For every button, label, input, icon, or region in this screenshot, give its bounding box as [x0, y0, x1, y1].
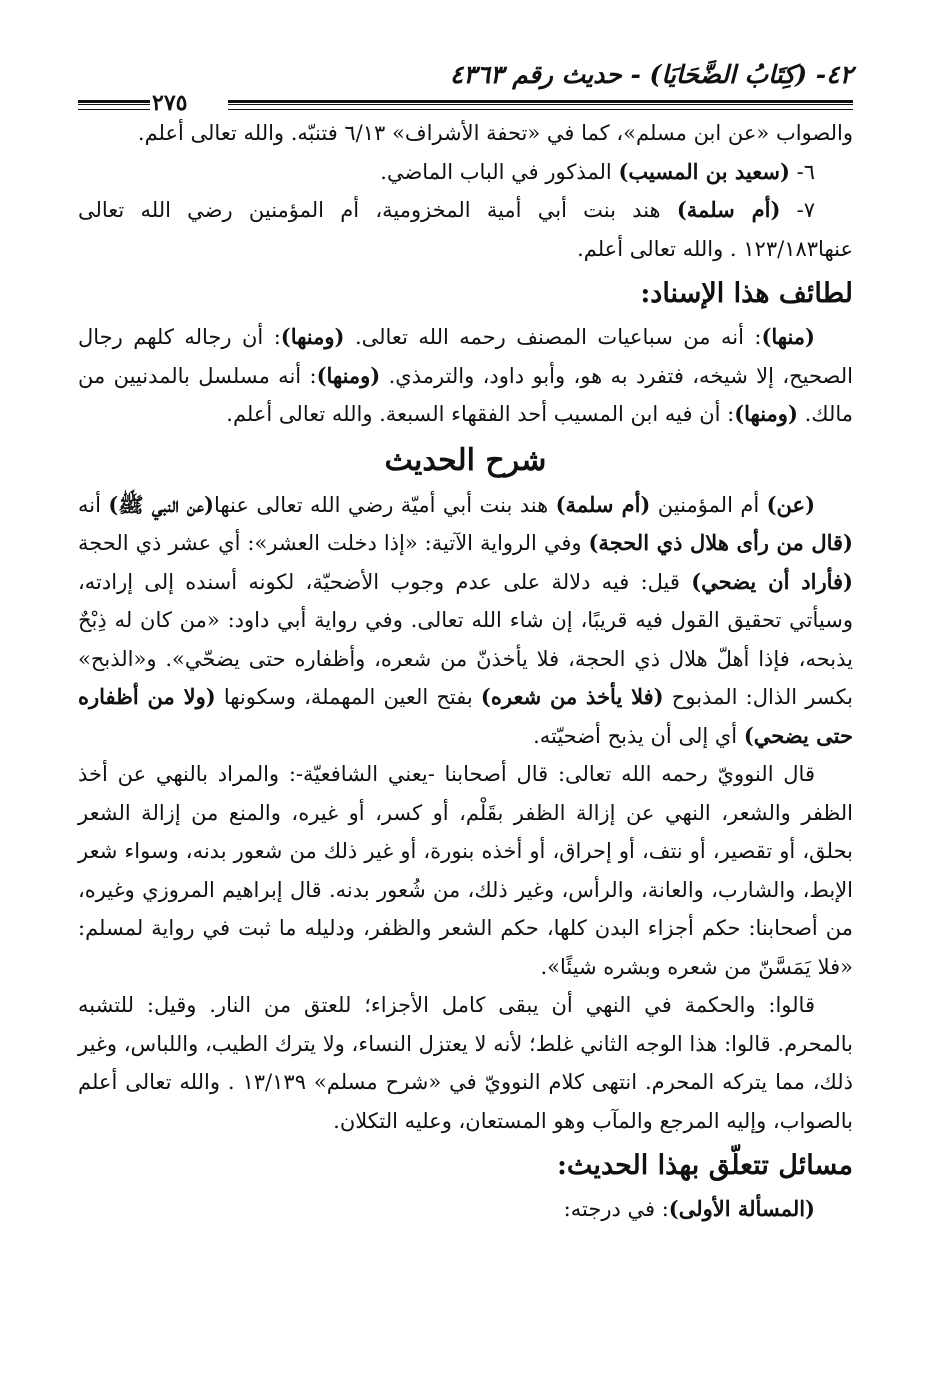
bold-term: (فأراد أن يضحي) — [691, 568, 853, 594]
bold-term: (ولا من أظفاره حتى يضحي) — [78, 684, 853, 748]
narrator-7 — [78, 191, 853, 268]
body-text: : أنه من سباعيات المصنف رحمه الله تعالى. — [344, 325, 762, 349]
narrator-name: (سعيد بن المسيب) — [618, 158, 790, 184]
lataif-paragraph — [78, 318, 853, 434]
narrator-name: (أم سلمة) — [676, 197, 781, 222]
header-rule-short — [78, 100, 150, 110]
bold-term: (قال من رأى هلال ذي الحجة) — [588, 530, 853, 555]
bold-term: (المسألة الأولى) — [668, 1196, 815, 1221]
section-heading-sharh: شرح الحديث — [384, 442, 547, 478]
body-text: أي إلى أن يذبح أضحيّته. — [533, 723, 744, 748]
body-text: بفتح العين المهملة، وسكونها — [215, 685, 481, 709]
running-header — [78, 52, 853, 114]
body-text: قال النوويّ رحمه الله تعالى: قال أصحابنا -يعني الشافعيّة-: والمراد بالنهي عن أخذ الظفر والشعر، النهي عن إزالة الظفر بقَلْم، أو كسر، أو غيره، والمنع من إزالة الشعر بحلق، أو تقصير، أو نتف، أو إحراق، أو أخذه بنورة، أو غير ذلك من شعور بدنه، وسواء شعر الإبط، والشارب، والعانة، والرأس، وغير ذلك، من شُعور بدنه. قال إبراهيم المروزي وغيره، من أصحابنا: حكم أجزاء البدن كلها، حكم الشعر والظفر، ودليله ما ثبت في رواية لمسلم: «فلا يَمَسَّنّ من شعره وبشره شيئًا». — [78, 762, 853, 979]
section-heading-masail: مسائل تتعلّق بهذا الحديث: — [556, 1150, 853, 1181]
sharh-paragraph-2 — [78, 755, 853, 986]
sharh-paragraph-3 — [78, 986, 853, 1140]
narrator-text: هند بنت أبي أمية المخزومية، أم المؤمنين رضي الله تعالى عنها١٢٣/١٨٣ . والله تعالى أعلم. — [78, 198, 853, 261]
body-text: أم المؤمنين — [650, 492, 767, 517]
section-heading-lataif: لطائف هذا الإسناد: — [640, 278, 853, 309]
narrator-text: المذكور في الباب الماضي. — [380, 159, 619, 184]
body-text: وفي الرواية الآتية: «إذا دخلت العشر»: أي عشر ذي الحجة — [78, 531, 589, 555]
bold-term: (عن النبي ﷺ) — [108, 491, 214, 517]
body-text: : أنه مسلسل بالمدنيين من مالك. — [78, 363, 853, 426]
body-text: : أن فيه ابن المسيب أحد الفقهاء السبعة. والله تعالى أعلم. — [226, 402, 735, 426]
body-text: : أن رجاله كلهم رجال الصحيح، إلا شيخه، فتفرد به هو، وأبو داود، والترمذي. — [78, 325, 853, 388]
bold-term: (ومنها) — [316, 362, 381, 388]
header-rule — [228, 100, 853, 110]
header-title: ٤٢- (كِتَابُ الضَّحَايَا) - حديث رقم ٤٣٦٣ — [449, 60, 853, 89]
bold-term: (فلا يأخذ من شعره) — [480, 684, 664, 709]
body-text: أنه — [78, 492, 109, 517]
narrator-note — [78, 114, 853, 153]
narrator-6 — [78, 153, 853, 192]
body-text: قالوا: والحكمة في النهي أن يبقى كامل الأجزاء؛ للعتق من النار. وقيل: للتشبه بالمحرم. قالوا: هذا الوجه الثاني غلط؛ لأنه لا يعتزل النساء، ولا يترك الطيب، واللباس، وغير ذلك، مما يتركه المحرم. انتهى كلام النوويّ في «شرح مسلم» ١٣/١٣٩ . والله تعالى أعلم بالصواب، وإليه المرجع والمآب وهو المستعان، وعليه التكلان. — [78, 993, 853, 1133]
sharh-paragraph-1 — [78, 486, 853, 756]
bold-term: (منها) — [761, 324, 815, 349]
bold-term: (ومنها) — [734, 401, 798, 426]
masail-first — [78, 1190, 853, 1229]
bold-term: (عن) — [766, 491, 816, 517]
page-number: ٢٧٥ — [152, 90, 188, 116]
narrator-number: ٦- — [789, 159, 815, 184]
narrator-number: ٧- — [780, 198, 815, 222]
narrator-note-text: والصواب «عن ابن مسلم»، كما في «تحفة الأشراف» ٦/١٣ فتنبّه. والله تعالى أعلم. — [137, 121, 853, 145]
bold-term: (أم سلمة) — [555, 491, 651, 517]
body-text: هند بنت أبي أميّة رضي الله تعالى عنها — [213, 492, 556, 517]
body-text: قيل: فيه دلالة على عدم وجوب الأضحيّة، لكونه أسنده إلى إرادته، وسيأتي تحقيق القول فيه قريبًا، إن شاء الله تعالى. وفي رواية أبي داود: «من كان له ذِبْحٌ يذبحه، فإذا أهلّ هلال ذي الحجة، فلا يأخذنّ من شعره، وأظفاره حتى يضحّي». و«الذبح» بكسر الذال: المذبوح — [78, 569, 854, 709]
bold-term: (ومنها) — [280, 324, 345, 349]
body-text: : في درجته: — [563, 1197, 669, 1221]
